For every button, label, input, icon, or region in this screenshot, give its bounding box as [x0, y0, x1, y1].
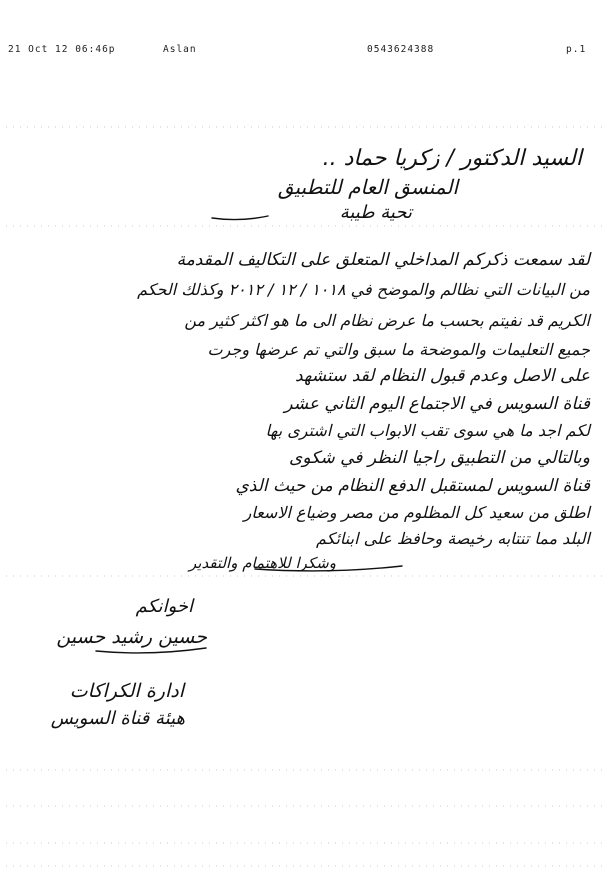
fax-phone: 0543624388: [367, 44, 435, 55]
letter-body-line: الكريم قد نفيتم بحسب ما عرض نظام الى ما هو اكثر كثير من: [184, 311, 590, 330]
fax-sender: Aslan: [163, 44, 197, 55]
letter-body-line: اطلق من سعيد كل المظلوم من مصر وضياع الاسعار: [243, 503, 590, 522]
letter-body-line: لكم اجد ما هي سوى تقب الابواب التي اشترى بها: [265, 421, 590, 440]
letter-salutation: السيد الدكتور / زكريا حماد ..: [322, 146, 582, 171]
letter-body-line: قناة السويس لمستقبل الدفع النظام من حيث الذي: [235, 476, 590, 496]
letter-body-line: على الاصل وعدم قبول النظام لقد ستشهد: [295, 366, 590, 386]
letter-organization: هيئة قناة السويس: [50, 708, 185, 729]
fax-page: p.1: [566, 44, 587, 55]
letter-body-line: من البيانات التي نظالم والموضح في ١٠١٨ / ١٢ / ٢٠١٢ وكذلك الحكم: [137, 280, 590, 299]
fax-date-time: 21 Oct 12 06:46p: [8, 44, 116, 55]
letter-closing: اخوانكم: [135, 596, 193, 617]
letter-signer-name: حسين رشيد حسين: [56, 626, 207, 648]
letter-body-line: لقد سمعت ذكركم المداخلي المتعلق على التكاليف المقدمة: [176, 250, 590, 270]
letter-body-line: وشكرا للاهتمام والتقدير: [189, 554, 336, 572]
letter-body-line: جميع التعليمات والموضحة ما سبق والتي تم عرضها وجرت: [207, 340, 590, 359]
letter-addressee-title: المنسق العام للتطبيق: [277, 175, 458, 199]
letter-greeting: تحية طيبة: [339, 202, 412, 223]
letter-body-line: البلد مما تنتابه رخيصة وحافظ على ابنائكم: [315, 529, 590, 548]
letter-department: ادارة الكراكات: [69, 680, 184, 702]
letter-body-line: قناة السويس في الاجتماع اليوم الثاني عشر: [284, 394, 590, 414]
letter-body-line: وبالتالي من التطبيق راجيا النظر في شكوى: [289, 448, 590, 468]
